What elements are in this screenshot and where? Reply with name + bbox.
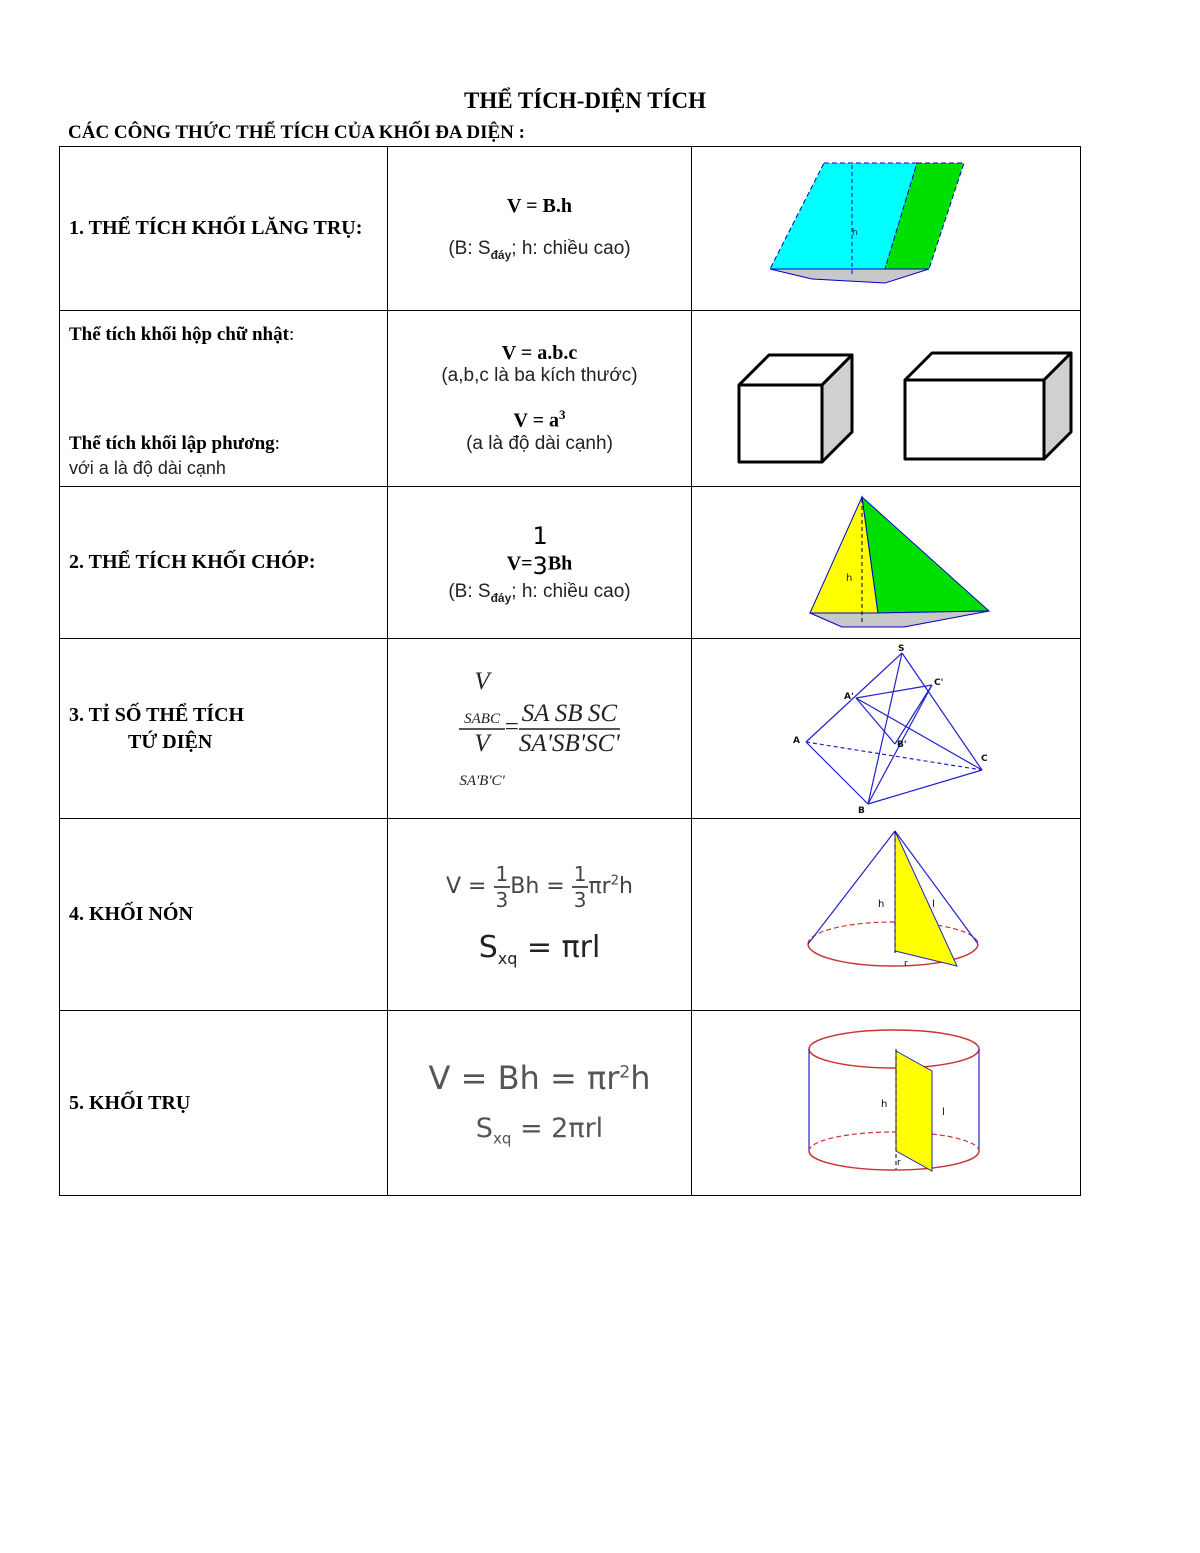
pyramid-formula: V= 1 3 Bh xyxy=(506,521,573,580)
ratio-label-cell xyxy=(60,639,388,819)
prism-label-cell xyxy=(60,147,388,311)
cylinder-figure-cell xyxy=(692,1011,1081,1196)
cylinder-label-cell xyxy=(60,1011,388,1196)
row-cylinder xyxy=(60,1011,1081,1196)
prism-h-label: h xyxy=(852,228,858,238)
prism-figure-cell xyxy=(692,147,1081,311)
pyramid-formula-cell xyxy=(388,487,692,639)
cylinder-r-label: r xyxy=(897,1158,901,1168)
tetrahedron-figure xyxy=(692,639,1080,818)
cube-figure xyxy=(739,355,852,462)
prism-formula-cell xyxy=(388,147,692,311)
prism-note: (B: $S_{đáy}$; h: chiều cao) xyxy=(448,238,631,262)
volume-ratio-fraction: V $_{SABC}$ V $_{SA'B'C'}$ xyxy=(459,667,505,789)
cone-r-label: r xyxy=(904,959,908,969)
box-label-cell xyxy=(60,311,388,487)
cylinder-label: 5. KHỐI TRỤ xyxy=(69,1091,191,1114)
pt-c-prime: C' xyxy=(934,678,944,688)
pt-b: B xyxy=(858,806,865,816)
pyramid-base xyxy=(810,611,989,627)
prism-face-base xyxy=(770,269,929,283)
cone-area-formula: $S_{xq} = \pi rl$ xyxy=(478,929,601,968)
pt-a-prime: A' xyxy=(844,692,854,702)
pt-c: C xyxy=(981,754,988,764)
cone-h-label: h xyxy=(878,899,885,910)
cylinder-area-formula: $S_{xq} = 2\pi rl$ xyxy=(475,1112,604,1148)
pyramid-figure xyxy=(692,487,1080,638)
pt-s: S xyxy=(898,644,905,654)
cube-label: Thể tích khối lập phương: xyxy=(69,433,280,454)
rect-box-figure xyxy=(905,353,1071,459)
rect-box-label: Thể tích khối hộp chữ nhật: xyxy=(69,324,295,345)
box-formula-cell xyxy=(388,311,692,487)
pyramid-h-label: h xyxy=(846,573,853,584)
cube-note: với a là độ dài cạnh xyxy=(69,458,226,478)
cylinder-yellow-section xyxy=(896,1051,932,1171)
row-box xyxy=(60,311,1081,487)
page-subtitle: CÁC CÔNG THỨC THỂ TÍCH CỦA KHỐI ĐA DIỆN : xyxy=(68,122,525,143)
pyramid-label: 2. THỂ TÍCH KHỐI CHÓP: xyxy=(69,551,316,573)
pt-b-prime: B' xyxy=(897,740,907,750)
pt-a: A xyxy=(793,736,800,746)
cone-figure xyxy=(692,819,1080,1010)
row-ratio xyxy=(60,639,1081,819)
cylinder-figure xyxy=(692,1011,1080,1195)
cube-formula-note: (a là độ dài cạnh) xyxy=(466,432,613,454)
pyramid-note: (B: $S_{đáy}$; h: chiều cao) xyxy=(448,580,631,605)
row-prism xyxy=(60,147,1081,311)
cone-figure-cell xyxy=(692,819,1081,1011)
cone-yellow-section xyxy=(895,831,957,966)
prism-figure xyxy=(692,147,1080,310)
cone-l-label: l xyxy=(932,899,935,910)
box-figure-cell xyxy=(692,311,1081,487)
prism-label: 1. THỂ TÍCH KHỐI LĂNG TRỤ: xyxy=(69,217,363,239)
sa-fraction: $\frac{SA}{SA'}$ xyxy=(518,699,553,757)
cube-formula: $V = a^3$ xyxy=(513,407,566,432)
cone-fraction-1: $\frac{1}{3}$ xyxy=(495,861,509,912)
cylinder-l-label: l xyxy=(942,1107,945,1118)
sc-fraction: $\frac{SC}{SC'}$ xyxy=(585,699,620,757)
cone-label-cell xyxy=(60,819,388,1011)
ratio-figure-cell xyxy=(692,639,1081,819)
formula-table xyxy=(59,146,1081,1196)
one-third-fraction: 1 3 xyxy=(532,521,548,580)
pyramid-label-cell xyxy=(60,487,388,639)
row-cone xyxy=(60,819,1081,1011)
cylinder-h-label: h xyxy=(881,1099,888,1110)
cone-formula-cell xyxy=(388,819,692,1011)
cone-label: 4. KHỐI NÓN xyxy=(69,903,193,925)
pyramid-face-right xyxy=(862,497,989,613)
row-pyramid xyxy=(60,487,1081,639)
cylinder-formula-cell xyxy=(388,1011,692,1196)
ratio-formula: V $_{SABC}$ V $_{SA'B'C'}$ = $\frac{SA}{SA'}$ $\frac{SB}{SB'}$ $\frac{SC}{SC'}$ xyxy=(459,667,620,789)
cone-volume-formula: V = $\frac{1}{3}$ Bh = $\frac{1}{3}$ $\pi r^2h$ xyxy=(446,861,633,912)
page-title: THỂ TÍCH-DIỆN TÍCH xyxy=(464,88,706,113)
pyramid-figure-cell xyxy=(692,487,1081,639)
cone-fraction-2: $\frac{1}{3}$ xyxy=(573,861,587,912)
cylinder-volume-formula: $V = Bh = \pi r^2h$ xyxy=(428,1058,651,1097)
rect-formula: V = a.b.c xyxy=(501,342,578,365)
box-figures xyxy=(692,311,1080,486)
ratio-formula-cell xyxy=(388,639,692,819)
prism-formula: V = B.h xyxy=(507,195,572,218)
rect-note: (a,b,c là ba kích thước) xyxy=(441,365,638,387)
ratio-label-line2: TỨ DIỆN xyxy=(128,730,213,753)
ratio-label-line1: 3. TỈ SỐ THỂ TÍCH xyxy=(69,703,245,726)
sb-fraction: $\frac{SB}{SB'}$ xyxy=(552,699,586,757)
